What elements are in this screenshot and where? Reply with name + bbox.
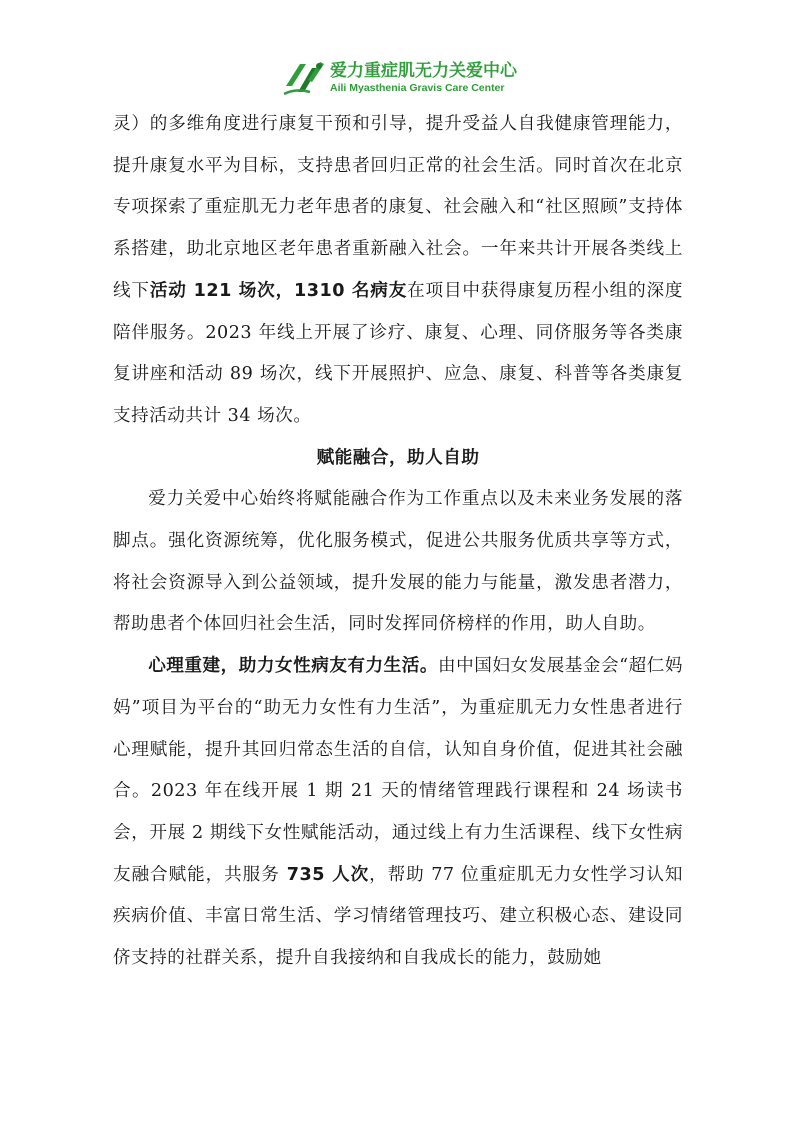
paragraph-3-lead: 心理重建，助力女性病友有力生活。	[148, 656, 439, 677]
paragraph-1-text-b: 在项目中获得康复历程小组的深度陪伴服务。2023 年线上开展了诊疗、康复、心理、同侪服务等各类康复讲座和活动 89 场次，线下开展照护、应急、康复、科普等各类康复支持活动共计 34 场次。	[113, 280, 683, 426]
paragraph-1-text-a: 灵）的多维角度进行康复干预和引导，提升受益人自我健康管理能力，提升康复水平为目标，支持患者回归正常的社会生活。同时首次在北京专项探索了重症肌无力老年患者的康复、社会融入和“社区照顾”支持体系搭建，助北京地区老年患者重新融入社会。一年来共计开展各类线上线下	[113, 114, 683, 301]
paragraph-2: 爱力关爱中心始终将赋能融合作为工作重点以及未来业务发展的落脚点。强化资源统筹，优化服务模式，促进公共服务优质共享等方式，将社会资源导入到公益领域，提升发展的能力与能量，激发患者潜力，帮助患者个体回归社会生活，同时发挥同侪榜样的作用，助人自助。	[113, 489, 683, 635]
paragraph-1-highlight: 活动 121 场次，1310 名病友	[149, 280, 408, 301]
section-heading: 赋能融合，助人自助	[316, 447, 480, 468]
logo-text	[330, 60, 517, 94]
aili-logo-icon	[282, 58, 326, 98]
document-body	[113, 104, 683, 980]
paragraph-1	[113, 104, 683, 438]
logo-chinese-name: 爱力重症肌无力关爱中心	[330, 60, 517, 81]
paragraph-3-text-a: 由中国妇女发展基金会“超仁妈妈”项目为平台的“助无力女性有力生活”，为重症肌无力女性患者进行心理赋能，提升其回归常态生活的自信，认知自身价值，促进其社会融合。2023 年在线开展 1 期 21 天的情绪管理践行课程和 24 场读书会，开展 2 期线下女性赋能活动，通过线上有力生活课程、线下女性病友融合赋能，共服务	[113, 656, 683, 885]
paragraph-3-highlight: 735 人次	[279, 864, 370, 885]
paragraph-3-text-b: ，帮助 77 位重症肌无力女性学习认知疾病价值、丰富日常生活、学习情绪管理技巧、建立积极心态、建设同侪支持的社群关系，提升自我接纳和自我成长的能力，鼓励她	[113, 864, 683, 969]
paragraph-3	[113, 646, 683, 980]
logo-english-name: Aili Myasthenia Gravis Care Center	[330, 81, 505, 94]
page-header	[282, 58, 517, 98]
